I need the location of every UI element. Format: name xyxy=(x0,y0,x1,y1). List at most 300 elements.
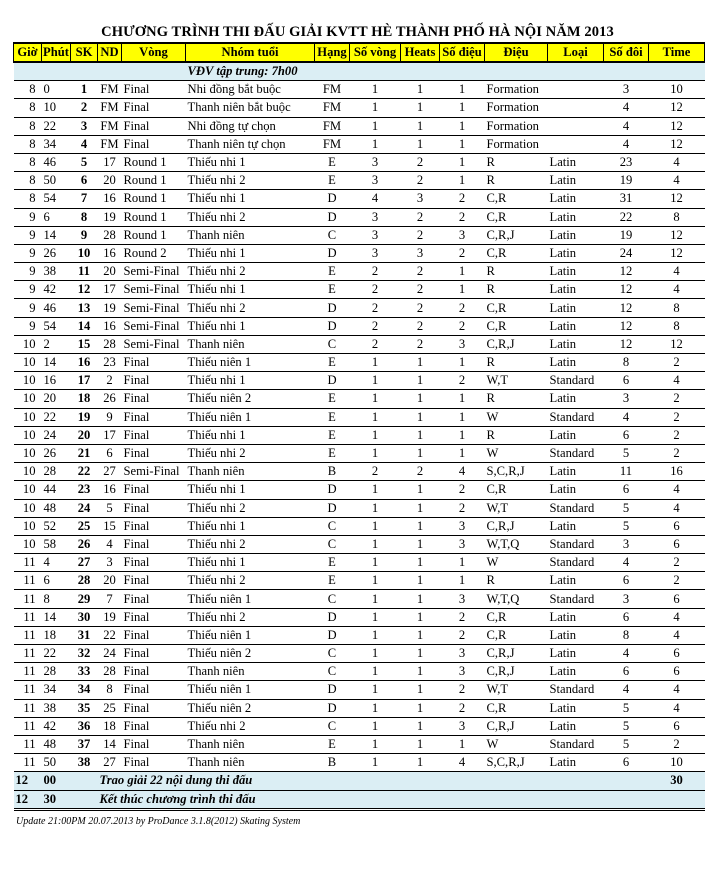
end-minute: 30 xyxy=(42,790,71,809)
cell-event-number: 6 xyxy=(71,172,98,190)
cell-duration: 2 xyxy=(649,572,705,590)
cell-dance-count: 2 xyxy=(440,244,485,262)
cell-heats: 2 xyxy=(401,263,440,281)
cell-class: E xyxy=(315,444,350,462)
cell-duration: 4 xyxy=(649,281,705,299)
award-minute: 00 xyxy=(42,772,71,790)
cell-couples: 5 xyxy=(604,717,649,735)
cell-heats: 1 xyxy=(401,535,440,553)
cell-dance-count: 2 xyxy=(440,699,485,717)
cell-round: Final xyxy=(122,699,186,717)
cell-minute: 20 xyxy=(42,390,71,408)
cell-category: Latin xyxy=(548,317,604,335)
cell-heats: 1 xyxy=(401,645,440,663)
cell-content-number: 5 xyxy=(98,499,122,517)
cell-heats: 1 xyxy=(401,117,440,135)
cell-age-group: Thiếu niên 1 xyxy=(186,626,315,644)
cell-dances: S,C,R,J xyxy=(485,754,548,772)
cell-heats: 1 xyxy=(401,372,440,390)
cell-content-number: 20 xyxy=(98,263,122,281)
cell-minute: 50 xyxy=(42,172,71,190)
cell-age-group: Thiếu nhi 2 xyxy=(186,535,315,553)
cell-category: Latin xyxy=(548,153,604,171)
cell-event-number: 32 xyxy=(71,645,98,663)
cell-rounds-count: 1 xyxy=(350,426,401,444)
cell-heats: 2 xyxy=(401,335,440,353)
cell-duration: 12 xyxy=(649,117,705,135)
cell-couples: 4 xyxy=(604,117,649,135)
table-row xyxy=(14,463,705,481)
cell-age-group: Nhi đồng bắt buộc xyxy=(186,81,315,99)
cell-age-group: Thanh niên xyxy=(186,735,315,753)
cell-content-number: 17 xyxy=(98,281,122,299)
cell-dances: C,R,J xyxy=(485,335,548,353)
cell-heats: 1 xyxy=(401,626,440,644)
cell-class: D xyxy=(315,244,350,262)
cell-rounds-count: 1 xyxy=(350,735,401,753)
cell-rounds-count: 1 xyxy=(350,681,401,699)
cell-hour: 8 xyxy=(14,99,42,117)
cell-category: Latin xyxy=(548,244,604,262)
cell-heats: 1 xyxy=(401,99,440,117)
cell-duration: 6 xyxy=(649,535,705,553)
cell-couples: 6 xyxy=(604,572,649,590)
cell-rounds-count: 1 xyxy=(350,372,401,390)
cell-couples: 23 xyxy=(604,153,649,171)
cell-round: Round 1 xyxy=(122,208,186,226)
cell-age-group: Thiếu nhi 2 xyxy=(186,263,315,281)
cell-event-number: 28 xyxy=(71,572,98,590)
cell-age-group: Thiếu nhi 2 xyxy=(186,172,315,190)
cell-minute: 14 xyxy=(42,226,71,244)
cell-rounds-count: 1 xyxy=(350,626,401,644)
cell-category: Latin xyxy=(548,572,604,590)
cell-duration: 4 xyxy=(649,153,705,171)
cell-dances: C,R,J xyxy=(485,717,548,735)
cell-duration: 2 xyxy=(649,354,705,372)
table-row xyxy=(14,335,705,353)
cell-content-number: 27 xyxy=(98,754,122,772)
cell-heats: 1 xyxy=(401,390,440,408)
cell-rounds-count: 2 xyxy=(350,335,401,353)
cell-duration: 4 xyxy=(649,172,705,190)
cell-round: Final xyxy=(122,372,186,390)
cell-heats: 2 xyxy=(401,317,440,335)
cell-class: E xyxy=(315,426,350,444)
cell-duration: 2 xyxy=(649,444,705,462)
cell-dance-count: 2 xyxy=(440,372,485,390)
cell-heats: 1 xyxy=(401,554,440,572)
table-row xyxy=(14,317,705,335)
cell-duration: 4 xyxy=(649,608,705,626)
cell-hour: 9 xyxy=(14,208,42,226)
cell-couples: 5 xyxy=(604,499,649,517)
cell-heats: 2 xyxy=(401,226,440,244)
cell-hour: 9 xyxy=(14,299,42,317)
cell-duration: 4 xyxy=(649,372,705,390)
cell-minute: 26 xyxy=(42,444,71,462)
cell-heats: 2 xyxy=(401,463,440,481)
cell-rounds-count: 3 xyxy=(350,153,401,171)
cell-couples: 12 xyxy=(604,263,649,281)
cell-hour: 11 xyxy=(14,645,42,663)
cell-category: Latin xyxy=(548,717,604,735)
cell-event-number: 4 xyxy=(71,135,98,153)
schedule-table xyxy=(13,42,705,811)
cell-age-group: Thiếu nhi 1 xyxy=(186,281,315,299)
cell-content-number: 6 xyxy=(98,444,122,462)
cell-class: C xyxy=(315,517,350,535)
cell-round: Final xyxy=(122,717,186,735)
cell-duration: 8 xyxy=(649,208,705,226)
cell-minute: 38 xyxy=(42,699,71,717)
table-row xyxy=(14,117,705,135)
cell-heats: 1 xyxy=(401,444,440,462)
cell-age-group: Thiếu nhi 1 xyxy=(186,554,315,572)
cell-couples: 3 xyxy=(604,81,649,99)
table-row xyxy=(14,554,705,572)
table-row xyxy=(14,499,705,517)
award-hour: 12 xyxy=(14,772,42,790)
cell-round: Semi-Final xyxy=(122,299,186,317)
cell-minute: 58 xyxy=(42,535,71,553)
cell-round: Final xyxy=(122,390,186,408)
cell-duration: 4 xyxy=(649,699,705,717)
cell-dance-count: 1 xyxy=(440,426,485,444)
cell-content-number: 17 xyxy=(98,153,122,171)
cell-round: Final xyxy=(122,499,186,517)
cell-couples: 4 xyxy=(604,554,649,572)
table-row xyxy=(14,390,705,408)
cell-dance-count: 2 xyxy=(440,299,485,317)
cell-dance-count: 1 xyxy=(440,153,485,171)
cell-class: D xyxy=(315,299,350,317)
table-row xyxy=(14,281,705,299)
cell-round: Final xyxy=(122,444,186,462)
cell-couples: 3 xyxy=(604,590,649,608)
table-row xyxy=(14,717,705,735)
cell-round: Semi-Final xyxy=(122,317,186,335)
cell-hour: 10 xyxy=(14,463,42,481)
table-row xyxy=(14,572,705,590)
cell-dance-count: 2 xyxy=(440,317,485,335)
cell-duration: 6 xyxy=(649,645,705,663)
cell-dances: C,R xyxy=(485,699,548,717)
cell-round: Final xyxy=(122,117,186,135)
cell-content-number: 16 xyxy=(98,317,122,335)
cell-class: D xyxy=(315,481,350,499)
cell-dance-count: 1 xyxy=(440,281,485,299)
cell-dances: R xyxy=(485,572,548,590)
cell-hour: 8 xyxy=(14,135,42,153)
cell-heats: 1 xyxy=(401,354,440,372)
cell-round: Final xyxy=(122,517,186,535)
cell-dances: C,R xyxy=(485,317,548,335)
table-row xyxy=(14,226,705,244)
cell-minute: 38 xyxy=(42,263,71,281)
cell-class: C xyxy=(315,717,350,735)
cell-dances: C,R xyxy=(485,208,548,226)
col-header-hang: Hạng xyxy=(315,43,350,62)
cell-dance-count: 3 xyxy=(440,663,485,681)
cell-class: B xyxy=(315,754,350,772)
cell-couples: 12 xyxy=(604,317,649,335)
cell-age-group: Thiếu nhi 2 xyxy=(186,499,315,517)
cell-age-group: Thiếu nhi 1 xyxy=(186,372,315,390)
cell-couples: 6 xyxy=(604,481,649,499)
cell-dances: W xyxy=(485,554,548,572)
cell-category: Latin xyxy=(548,335,604,353)
cell-round: Final xyxy=(122,735,186,753)
cell-category: Latin xyxy=(548,426,604,444)
cell-age-group: Thanh niên xyxy=(186,463,315,481)
cell-age-group: Thanh niên tự chọn xyxy=(186,135,315,153)
cell-duration: 6 xyxy=(649,517,705,535)
cell-event-number: 31 xyxy=(71,626,98,644)
cell-dances: C,R xyxy=(485,626,548,644)
cell-couples: 5 xyxy=(604,517,649,535)
table-row xyxy=(14,135,705,153)
cell-duration: 2 xyxy=(649,426,705,444)
table-row xyxy=(14,735,705,753)
cell-event-number: 15 xyxy=(71,335,98,353)
cell-dance-count: 1 xyxy=(440,172,485,190)
cell-couples: 6 xyxy=(604,608,649,626)
cell-category xyxy=(548,81,604,99)
cell-content-number: 20 xyxy=(98,572,122,590)
cell-heats: 2 xyxy=(401,299,440,317)
cell-couples: 6 xyxy=(604,372,649,390)
cell-rounds-count: 1 xyxy=(350,717,401,735)
cell-dances: W,T,Q xyxy=(485,535,548,553)
cell-heats: 1 xyxy=(401,135,440,153)
cell-duration: 2 xyxy=(649,408,705,426)
cell-duration: 12 xyxy=(649,190,705,208)
cell-dances: R xyxy=(485,153,548,171)
cell-round: Round 1 xyxy=(122,226,186,244)
cell-heats: 1 xyxy=(401,754,440,772)
cell-content-number: 27 xyxy=(98,463,122,481)
cell-category: Latin xyxy=(548,190,604,208)
cell-heats: 1 xyxy=(401,408,440,426)
cell-class: FM xyxy=(315,99,350,117)
cell-rounds-count: 1 xyxy=(350,554,401,572)
cell-class: E xyxy=(315,735,350,753)
cell-minute: 22 xyxy=(42,117,71,135)
cell-dance-count: 1 xyxy=(440,354,485,372)
cell-dances: Formation xyxy=(485,135,548,153)
cell-event-number: 17 xyxy=(71,372,98,390)
cell-minute: 26 xyxy=(42,244,71,262)
cell-couples: 3 xyxy=(604,390,649,408)
cell-heats: 1 xyxy=(401,572,440,590)
cell-hour: 11 xyxy=(14,663,42,681)
cell-hour: 11 xyxy=(14,754,42,772)
cell-hour: 10 xyxy=(14,335,42,353)
cell-content-number: FM xyxy=(98,117,122,135)
cell-dance-count: 1 xyxy=(440,135,485,153)
cell-class: E xyxy=(315,153,350,171)
cell-couples: 22 xyxy=(604,208,649,226)
cell-dances: W,T xyxy=(485,681,548,699)
col-header-dieu: Điệu xyxy=(485,43,548,62)
cell-hour: 9 xyxy=(14,244,42,262)
cell-age-group: Thiếu nhi 2 xyxy=(186,572,315,590)
cell-event-number: 21 xyxy=(71,444,98,462)
cell-rounds-count: 1 xyxy=(350,754,401,772)
cell-event-number: 1 xyxy=(71,81,98,99)
cell-rounds-count: 1 xyxy=(350,517,401,535)
cell-class: E xyxy=(315,554,350,572)
cell-couples: 8 xyxy=(604,626,649,644)
cell-category: Latin xyxy=(548,754,604,772)
cell-round: Final xyxy=(122,681,186,699)
cell-class: D xyxy=(315,499,350,517)
table-row xyxy=(14,481,705,499)
cell-hour: 10 xyxy=(14,408,42,426)
cell-duration: 4 xyxy=(649,681,705,699)
cell-class: C xyxy=(315,663,350,681)
cell-category: Latin xyxy=(548,517,604,535)
table-row xyxy=(14,426,705,444)
cell-hour: 8 xyxy=(14,81,42,99)
cell-duration: 6 xyxy=(649,717,705,735)
cell-age-group: Thiếu nhi 1 xyxy=(186,244,315,262)
cell-event-number: 2 xyxy=(71,99,98,117)
cell-minute: 14 xyxy=(42,608,71,626)
cell-class: E xyxy=(315,263,350,281)
cell-category: Latin xyxy=(548,481,604,499)
cell-category xyxy=(548,99,604,117)
cell-rounds-count: 3 xyxy=(350,226,401,244)
cell-heats: 1 xyxy=(401,481,440,499)
cell-event-number: 24 xyxy=(71,499,98,517)
cell-dance-count: 2 xyxy=(440,681,485,699)
cell-dance-count: 1 xyxy=(440,263,485,281)
cell-rounds-count: 1 xyxy=(350,135,401,153)
cell-dance-count: 2 xyxy=(440,190,485,208)
cell-content-number: 28 xyxy=(98,663,122,681)
cell-duration: 10 xyxy=(649,754,705,772)
cell-class: C xyxy=(315,645,350,663)
cell-age-group: Thanh niên xyxy=(186,663,315,681)
cell-rounds-count: 1 xyxy=(350,354,401,372)
cell-minute: 28 xyxy=(42,663,71,681)
cell-rounds-count: 1 xyxy=(350,590,401,608)
cell-heats: 2 xyxy=(401,172,440,190)
cell-category: Standard xyxy=(548,735,604,753)
cell-event-number: 25 xyxy=(71,517,98,535)
cell-duration: 6 xyxy=(649,590,705,608)
cell-duration: 2 xyxy=(649,554,705,572)
table-row xyxy=(14,590,705,608)
cell-round: Semi-Final xyxy=(122,263,186,281)
cell-hour: 10 xyxy=(14,444,42,462)
cell-dances: S,C,R,J xyxy=(485,463,548,481)
cell-dance-count: 1 xyxy=(440,444,485,462)
cell-hour: 10 xyxy=(14,517,42,535)
cell-hour: 11 xyxy=(14,554,42,572)
cell-couples: 3 xyxy=(604,535,649,553)
cell-class: D xyxy=(315,608,350,626)
cell-age-group: Thiếu nhi 1 xyxy=(186,481,315,499)
cell-hour: 11 xyxy=(14,590,42,608)
cell-hour: 11 xyxy=(14,717,42,735)
cell-round: Round 1 xyxy=(122,172,186,190)
cell-round: Final xyxy=(122,535,186,553)
cell-event-number: 36 xyxy=(71,717,98,735)
cell-couples: 6 xyxy=(604,426,649,444)
cell-content-number: FM xyxy=(98,81,122,99)
cell-class: D xyxy=(315,626,350,644)
cell-couples: 11 xyxy=(604,463,649,481)
cell-dance-count: 2 xyxy=(440,481,485,499)
cell-couples: 4 xyxy=(604,408,649,426)
cell-dances: C,R,J xyxy=(485,645,548,663)
cell-category: Latin xyxy=(548,281,604,299)
cell-couples: 19 xyxy=(604,172,649,190)
cell-round: Final xyxy=(122,135,186,153)
cell-dance-count: 1 xyxy=(440,408,485,426)
cell-age-group: Thiếu niên 1 xyxy=(186,408,315,426)
cell-round: Final xyxy=(122,626,186,644)
assembly-note: VĐV tập trung: 7h00 xyxy=(186,62,705,81)
cell-round: Final xyxy=(122,608,186,626)
cell-class: D xyxy=(315,190,350,208)
cell-dances: R xyxy=(485,390,548,408)
cell-minute: 42 xyxy=(42,717,71,735)
cell-round: Final xyxy=(122,572,186,590)
cell-age-group: Thiếu niên 1 xyxy=(186,590,315,608)
cell-class: D xyxy=(315,699,350,717)
cell-age-group: Thiếu niên 2 xyxy=(186,390,315,408)
cell-couples: 4 xyxy=(604,645,649,663)
cell-duration: 4 xyxy=(649,626,705,644)
cell-content-number: 24 xyxy=(98,645,122,663)
cell-hour: 10 xyxy=(14,535,42,553)
cell-class: FM xyxy=(315,117,350,135)
cell-event-number: 30 xyxy=(71,608,98,626)
cell-heats: 1 xyxy=(401,499,440,517)
cell-age-group: Thanh niên xyxy=(186,226,315,244)
cell-age-group: Thiếu niên 2 xyxy=(186,645,315,663)
cell-dances: C,R xyxy=(485,190,548,208)
cell-rounds-count: 1 xyxy=(350,663,401,681)
table-row xyxy=(14,244,705,262)
cell-content-number: 16 xyxy=(98,244,122,262)
cell-dances: C,R,J xyxy=(485,226,548,244)
cell-event-number: 22 xyxy=(71,463,98,481)
cell-category: Latin xyxy=(548,390,604,408)
cell-minute: 34 xyxy=(42,681,71,699)
table-row xyxy=(14,190,705,208)
cell-content-number: 20 xyxy=(98,172,122,190)
cell-heats: 1 xyxy=(401,517,440,535)
cell-rounds-count: 2 xyxy=(350,299,401,317)
cell-hour: 8 xyxy=(14,153,42,171)
cell-duration: 2 xyxy=(649,390,705,408)
cell-content-number: 26 xyxy=(98,390,122,408)
cell-dances: W xyxy=(485,408,548,426)
cell-age-group: Thanh niên xyxy=(186,754,315,772)
cell-content-number: 19 xyxy=(98,608,122,626)
cell-class: E xyxy=(315,390,350,408)
cell-heats: 2 xyxy=(401,208,440,226)
cell-content-number: 25 xyxy=(98,699,122,717)
cell-minute: 6 xyxy=(42,572,71,590)
cell-content-number: 16 xyxy=(98,190,122,208)
cell-duration: 8 xyxy=(649,317,705,335)
